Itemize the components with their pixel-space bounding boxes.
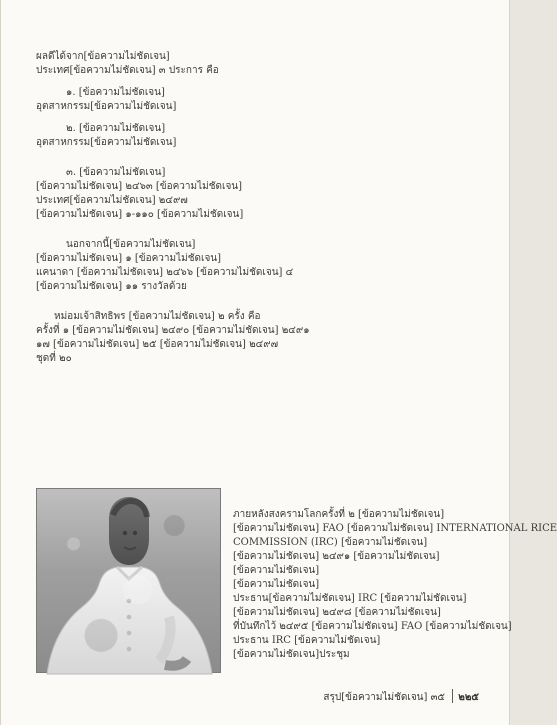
body-line-8: [ข้อความไม่ชัดเจน] ๒๔๖๓ [ข้อความไม่ชัดเจน] xyxy=(36,181,243,192)
right-line-5: [ข้อความไม่ชัดเจน] xyxy=(233,565,320,576)
page-number: ๒๒๕ xyxy=(458,692,479,703)
footer-left-text: สรุป[ข้อความไม่ชัดเจน] ๓๕ xyxy=(323,692,445,703)
body-line-17: ๑๗ [ข้อความไม่ชัดเจน] ๒๕ [ข้อความไม่ชัดเจน] ๒๔๙๗ xyxy=(36,339,279,350)
right-line-4: [ข้อความไม่ชัดเจน] ๒๔๙๑ [ข้อความไม่ชัดเจน] xyxy=(233,551,440,562)
footer-divider xyxy=(452,689,453,703)
right-line-3: COMMISSION (IRC) [ข้อความไม่ชัดเจน] xyxy=(233,537,428,548)
right-line-6: [ข้อความไม่ชัดเจน] xyxy=(233,579,320,590)
right-line-1: ภายหลังสงครามโลกครั้งที่ ๒ [ข้อความไม่ชัดเจน] xyxy=(233,509,445,520)
body-line-12: [ข้อความไม่ชัดเจน] ๑ [ข้อความไม่ชัดเจน] xyxy=(36,253,222,264)
portrait-photo xyxy=(36,488,221,673)
body-line-5: ๒. [ข้อความไม่ชัดเจน] xyxy=(66,123,166,134)
body-line-4: อุตสาหกรรม[ข้อความไม่ชัดเจน] xyxy=(36,101,177,112)
right-line-2: [ข้อความไม่ชัดเจน] FAO [ข้อความไม่ชัดเจน] INTERNATIONAL RICE xyxy=(233,523,557,534)
right-line-7: ประธาน[ข้อความไม่ชัดเจน] IRC [ข้อความไม่ชัดเจน] xyxy=(233,593,467,604)
right-line-10: ประธาน IRC [ข้อความไม่ชัดเจน] xyxy=(233,635,381,646)
right-line-8: [ข้อความไม่ชัดเจน] ๒๔๙๘ [ข้อความไม่ชัดเจน] xyxy=(233,607,441,618)
body-line-6: อุตสาหกรรม[ข้อความไม่ชัดเจน] xyxy=(36,137,177,148)
body-line-16: ครั้งที่ ๑ [ข้อความไม่ชัดเจน] ๒๔๙๐ [ข้อความไม่ชัดเจน] ๒๔๙๑ xyxy=(36,325,310,336)
body-line-18: ชุดที่ ๒๐ xyxy=(36,353,72,364)
right-line-9: ที่บันทึกไว้ ๒๔๙๕ [ข้อความไม่ชัดเจน] FAO [ข้อความไม่ชัดเจน] xyxy=(233,621,512,632)
body-line-1: ผลดีได้จาก[ข้อความไม่ชัดเจน] xyxy=(36,51,170,62)
body-line-11: นอกจากนี้[ข้อความไม่ชัดเจน] xyxy=(66,239,196,250)
body-line-15: หม่อมเจ้าสิทธิพร [ข้อความไม่ชัดเจน] ๒ ครั้ง คือ xyxy=(54,311,261,322)
body-line-9: ประเทศ[ข้อความไม่ชัดเจน] ๒๔๙๗ xyxy=(36,195,188,206)
body-line-3: ๑. [ข้อความไม่ชัดเจน] xyxy=(66,87,165,98)
body-line-7: ๓. [ข้อความไม่ชัดเจน] xyxy=(66,167,166,178)
body-line-2: ประเทศ[ข้อความไม่ชัดเจน] ๓ ประการ คือ xyxy=(36,65,219,76)
right-line-11: [ข้อความไม่ชัดเจน]ประชุม xyxy=(233,649,350,660)
body-line-14: [ข้อความไม่ชัดเจน] ๑๑ รางวัลด้วย xyxy=(36,281,187,292)
body-line-13: แคนาดา [ข้อความไม่ชัดเจน] ๒๔๖๖ [ข้อความไม่ชัดเจน] ๔ xyxy=(36,267,294,278)
photo-background xyxy=(37,489,220,672)
body-line-10: [ข้อความไม่ชัดเจน] ๑-๑๑๐ [ข้อความไม่ชัดเจน] xyxy=(36,209,244,220)
page-footer xyxy=(1,687,511,705)
